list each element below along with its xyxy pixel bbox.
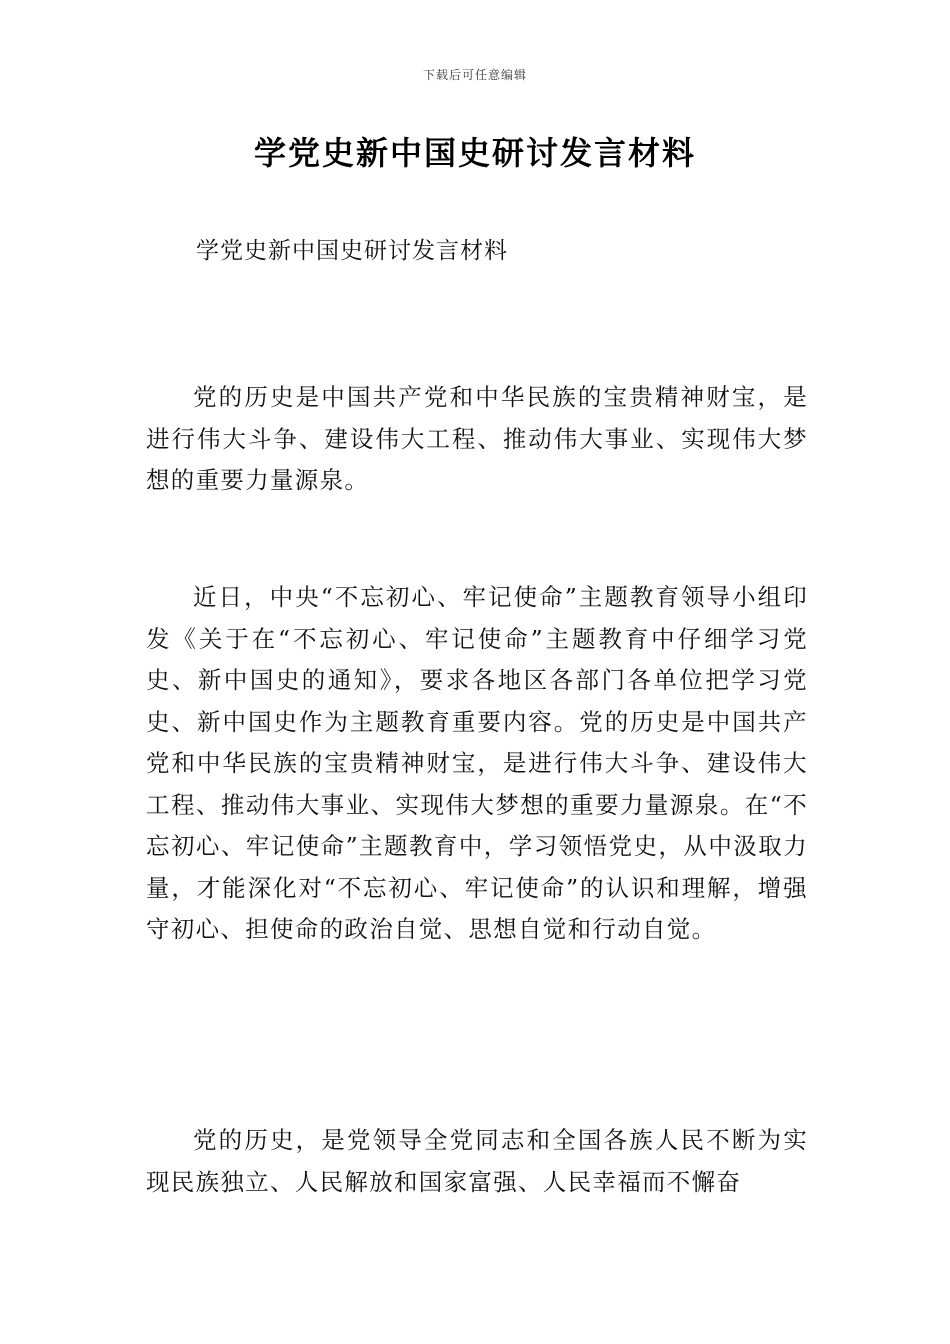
paragraph-2: 近日，中央“不忘初心、牢记使命”主题教育领导小组印发《关于在“不忘初心、牢记使命”主题教育中仔细学习党史、新中国史的通知》，要求各地区各部门各单位把学习党史、新中国史作为主题教育重要内容。党的历史是中国共产党和中华民族的宝贵精神财宝，是进行伟大斗争、建设伟大工程、推动伟大事业、实现伟大梦想的重要力量源泉。在“不忘初心、牢记使命”主题教育中，学习领悟党史，从中汲取力量，才能深化对“不忘初心、牢记使命”的认识和理解，增强守初心、担使命的政治自觉、思想自觉和行动自觉。 bbox=[146, 583, 808, 943]
document-title: 学党史新中国史研讨发言材料 bbox=[253, 134, 696, 172]
paragraph-3: 党的历史，是党领导全党同志和全国各族人民不断为实现民族独立、人民解放和国家富强、人民幸福而不懈奋 bbox=[146, 1126, 808, 1196]
header-note: 下载后可任意编辑 bbox=[422, 68, 527, 82]
paragraph-1: 党的历史是中国共产党和中华民族的宝贵精神财宝，是进行伟大斗争、建设伟大工程、推动伟大事业、实现伟大梦想的重要力量源泉。 bbox=[146, 383, 808, 494]
document-subtitle: 学党史新中国史研讨发言材料 bbox=[196, 238, 508, 264]
